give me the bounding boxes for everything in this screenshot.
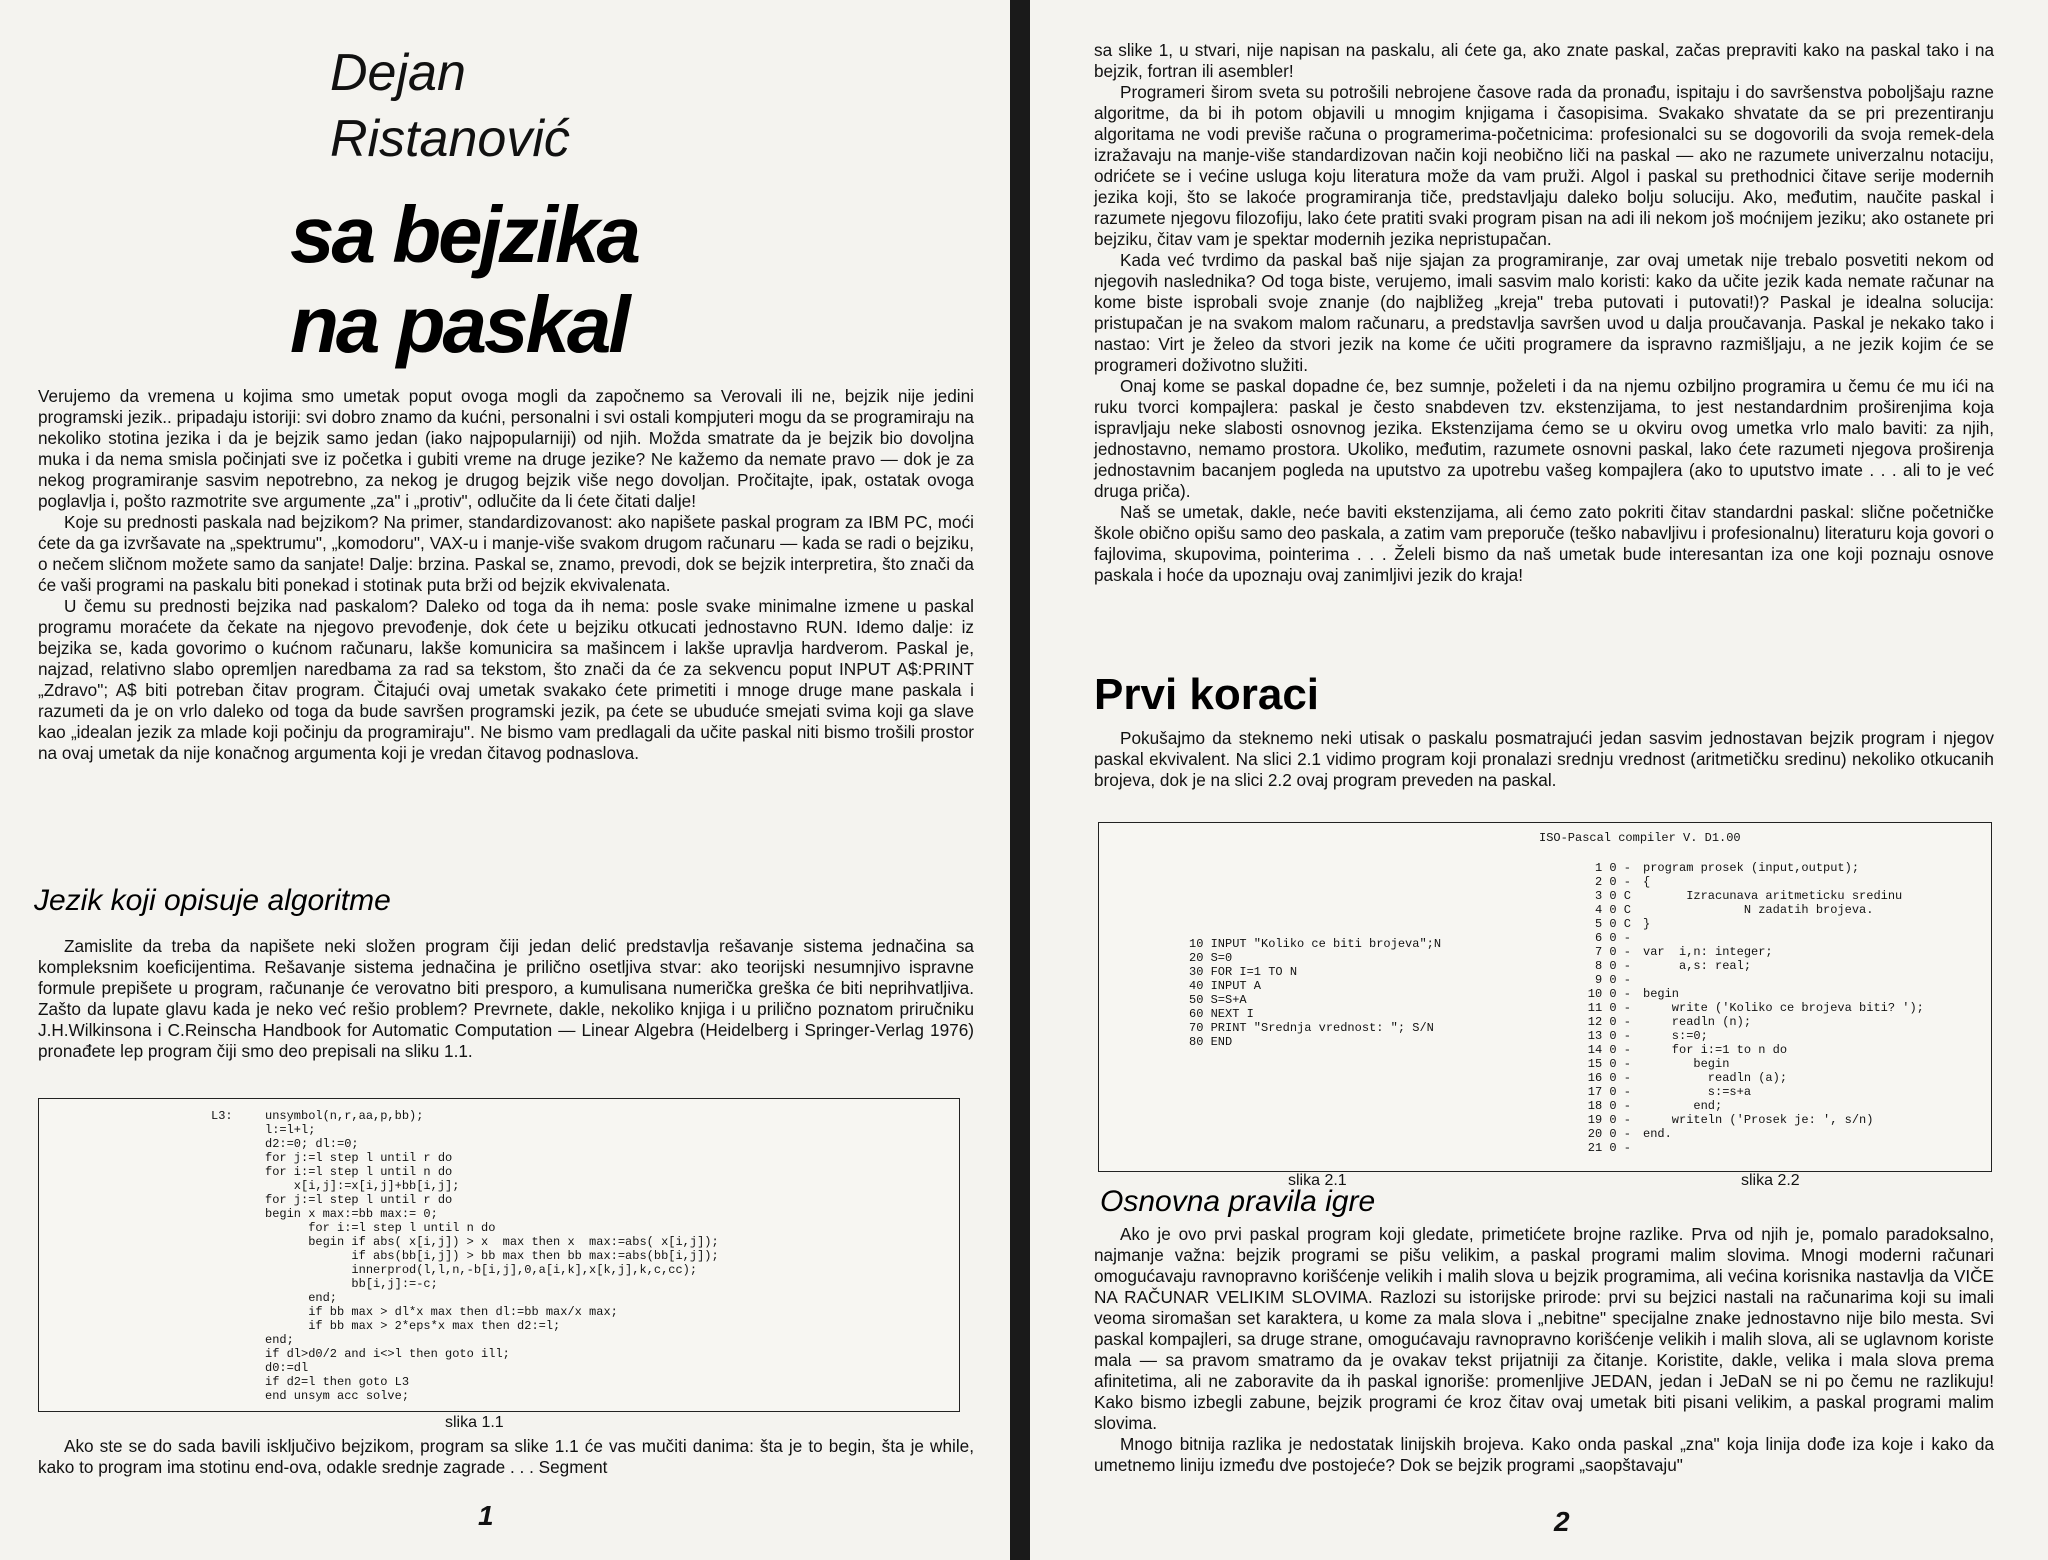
figure-1-1-caption: slika 1.1 <box>445 1414 504 1431</box>
intro-paragraph-3: U čemu su prednosti bejzika nad paskalom? Daleko od toga da ih nema: posle svake minimalne izmene u paskal programu moraćete da čekate na njegovo prevođenje, dok ćete u bejziku otkucati jednostavno RUN. Idemo dalje: iz bejzika se, kada govorimo o kućnom računaru, lakše komunicira sa mašincem i lakše upravlja hardverom. Paskal je, najzad, relativno slabo opremljen naredbama za rad sa tekstom, što znači da će za sekvencu poput INPUT A$:PRINT „Zdravo"; A$ biti potreban čitav program. Čitajući ovaj umetak svakako ćete primetiti i mnoge druge mane paskala i razumeti da je on vrlo daleko od toga da bude savršen programski jezik, pa ćete se ubuduće smejati svima koji ga slave kao „idealan jezik za mlade koji počinju da programiraju". Ne bismo vam predlagali da učite paskal niti bismo trošili prostor na ovaj umetak da nije konačnog argumenta koji je vredan čitavog podnaslova. <box>38 596 974 763</box>
page-number-1: 1 <box>478 1500 494 1531</box>
algorithms-paragraph: Zamislite da treba da napišete neki složen program čiji jedan delić predstavlja rešavanje sistema jednačina sa kompleksnim koeficijentima. Rešavanje sistema jednačina je prilično osetljiva stvar: ako teorijski nesumnjivo ispravne formule prepišete u program, računanje će verovatno biti presporo, a kumulisana numerička greška će biti neprihvatljiva. Zašto da lupate glavu kada je neko već rešio problem? Prevrnete, dakle, nekoliko knjiga i u prilično poznatom priručniku J.H.Wilkinsona i C.Reinscha Handbook for Automatic Computation — Linear Algebra (Heidelberg i Springer-Verlag 1976) pronađete lep program čiji smo deo prepisali na sliku 1.1. <box>38 936 974 1061</box>
paragraph-successors: Kada već tvrdimo da paskal baš nije sjajan za programiranje, zar ovaj umetak nije trebalo posvetiti nekom od njegovih naslednika? Od toga biste, verujemo, imali sasvim malo koristi: kako da učite jezik kada nemate računar na kome biste isprobali svoje znanje (do najbližeg „kreja" treba putovati i putovati!)? Paskal je idealna solucija: pristupačan je na svakom malom računaru, a predstavlja savršen uvod u dalja proučavanja. Paskal je nekako tako i nastao: Virt je želeo da stvori jezik na kome će učiti programere da ispravno razmišljaju, a ne jezik kojim će se programeri doživotno služiti. <box>1094 250 1994 375</box>
author-first-name: Dejan <box>330 44 466 102</box>
first-steps-text <box>1094 728 1994 791</box>
continuation-paragraph: sa slike 1, u stvari, nije napisan na paskalu, ali ćete ga, ako znate paskal, začas prepraviti kako na paskal tako i na bejzik, fortran ili asembler! <box>1094 40 1994 81</box>
paragraph-coverage: Naš se umetak, dakle, neće baviti ekstenzijama, ali ćemo zato pokriti čitav standardni paskal: slične početničke škole obično opišu samo deo paskala, a zatim vam preporuče (teško nabavljivu i profesionalnu) literaturu koja govori o fajlovima, skupovima, pointerima . . . Želeli bismo da naš umetak bude interesantan iza one koji poznaju osnove paskala i hoće da upoznaju ovaj zanimljivi jezik do kraja! <box>1094 502 1994 585</box>
right-top-text <box>1094 40 1994 586</box>
paragraph-programmers: Programeri širom sveta su potrošili nebrojene časove rada da pronađu, ispitaju i do savršenstva poboljšaju razne algoritme, da bi ih potom objavili u mnogim knjigama i časopisima. Svakako shvatate da se pri prezentiranju algoritama ne vodi previše računa o programerima-početnicima: profesionalci su se dogovorili da svoja remek-dela izražavaju na manje-više standardizovan način koji neobično liči na paskal — ako ne razumete univerzalnu notaciju, odrićete se i većine usluga koju literatura može da vam pruži. Algol i paskal su prethodnici čitave serije modernih jezika koji, što se lakoće programiranja tiče, predstavljaju daleko bolju soluciju. Ako, međutim, naučite paskal i razumete njegovu filozofiju, lako ćete pratiti svaki program pisan na adi ili nekom još moćnijem jeziku; ako ostanete pri bejziku, čitav vam je spektar modernih jezika nepristupačan. <box>1094 82 1994 249</box>
pascal-program-listing: program prosek (input,output); { Izracunava aritmeticku sredinu N zadatih brojeva. } var i,n: integer; a,s: real; begin write ('Koliko ce brojeva biti? '); readln (n); s:=0; for i:=1 to n do begin readln (a); s:=s+a end; writeln ('Prosek je: ', s/n) end. <box>1643 861 1924 1141</box>
section-heading-algorithms: Jezik koji opisuje algoritme <box>34 884 391 917</box>
algorithms-text <box>38 936 974 1062</box>
title-line-1: sa bejzika <box>290 190 639 279</box>
right-page <box>1030 0 2048 1560</box>
algol-code-listing: unsymbol(n,r,aa,p,bb); l:=l+l; d2:=0; dl:=0; for j:=l step l until r do for i:=l step l until n do x[i,j]:=x[i,j]+bb[i,j]; for j:=l step l until r do begin x max:=bb max:= 0; for i:=l step l until n do begin if abs( x[i,j]) > x max then x max:=abs( x[i,j]); if abs(bb[i,j]) > bb max then bb max:=abs(bb[i,j]); innerprod(l,l,n,-b[i,j],0,a[i,k],x[k,j],k,c,cc); bb[i,j]:=-c; end; if bb max > dl*x max then dl:=bb max/x max; if bb max > 2*eps*x max then d2:=l; end; if dl>d0/2 and i<>l then goto ill; d0:=dl if d2=l then goto L3 end unsym acc solve; <box>265 1109 719 1403</box>
author-last-name: Ristanović <box>330 110 570 168</box>
paragraph-extensions: Onaj kome se paskal dopadne će, bez sumnje, poželeti i da na njemu ozbiljno programira u čemu će mu ići na ruku tvorci kompajlera: paskal je često snabdeven tzv. ekstenzijama, to jest nestandardnim proširenjima koja ispravljaju neke slabosti osnovnog jezika. Ekstenzijama ćemo se u okviru ovog umetka vrlo malo baviti: za njih, jednostavno, nemamo prostora. Ukoliko, međutim, razumete osnovni paskal, lako ćete razumeti njegova proširenja jednostavnim bacanjem pogleda na uputstvo za upotrebu vašeg kompajlera (ako to uputstvo imate . . . ali to je već druga priča). <box>1094 376 1994 501</box>
left-page <box>0 0 1010 1560</box>
page-number-2: 2 <box>1554 1506 1570 1537</box>
pascal-line-numbers: 1 0 - 2 0 - 3 0 C 4 0 C 5 0 C 6 0 - 7 0 - 8 0 - 9 0 - 10 0 - 11 0 - 12 0 - 13 0 - 14 0 - 15 0 - 16 0 - 17 0 - 18 0 - 19 0 - 20 0 - 21 0 - <box>1587 861 1631 1155</box>
author-name <box>330 40 570 172</box>
intro-paragraph-2: Koje su prednosti paskala nad bejzikom? Na primer, standardizovanost: ako napišete paskal program za IBM PC, moći ćete da ga izvršavate na „spektrumu", „komodoru", VAX-u i manje-više svakom drugom računaru — kada se radi o bejziku, o nečem sličnom možete samo da sanjate! Dalje: brzina. Paskal se, znamo, prevodi, dok se bejzik interpretira, što znači da će vaši programi na paskalu biti ponekad i stotinak puta brži od bejzik ekvivalenata. <box>38 512 974 595</box>
basic-rules-text <box>1094 1224 1994 1476</box>
figure-2-2-caption: slika 2.2 <box>1741 1172 1800 1189</box>
rules-paragraph-2: Mnogo bitnija razlika je nedostatak linijskih brojeva. Kako onda paskal „zna" koja linija dođe iza koje i kako da umetnemo liniju između dve postojeće? Dok se bejzik programi „saopštavaju" <box>1094 1434 1994 1475</box>
section-heading-first-steps: Prvi koraci <box>1094 670 1320 719</box>
intro-text <box>38 386 974 764</box>
article-title <box>290 190 638 370</box>
title-line-2: na paskal <box>290 280 628 369</box>
basic-program-listing: 10 INPUT "Koliko ce biti brojeva";N 20 S=0 30 FOR I=1 TO N 40 INPUT A 50 S=S+A 60 NEXT I 70 PRINT "Srednja vrednost: "; S/N 80 END <box>1189 937 1442 1049</box>
rules-paragraph-1: Ako je ovo prvi paskal program koji gledate, primetićete brojne razlike. Prva od njih je, pomalo paradoksalno, najmanje važna: bejzik programi se pišu velikim, a paskal programi malim slovima. Mnogi moderni računari omogućavaju ravnopravno korišćenje velikih i malih slova u bejzik programima, ali većina korisnika nastavlja da VIČE NA RAČUNAR VELIKIM SLOVIMA. Razlozi su istorijske prirode: prvi su bejzici nastali na računarima koji su imali veoma siromašan set karaktera, u kome za mala slova i „nebitne" specijalne znake jednostavno nije bilo mesta. Svi paskal kompajleri, sa druge strane, omogućavaju ravnopravno korišćenje velikih i malih slova, ali se uglavnom koriste mala — sa pravom smatramo da je ovakav tekst prijatniji za čitanje. Koristite, dakle, velika i mala slova prema afinitetima, ali ne zaboravite da ih paskal ignoriše: promenljive JEDAN, jedan i JeDaN se ni po čemu ne razlikuju! Kako bismo izbegli zabune, bejzik programi će kroz čitav ovaj umetak biti pisani velikim, a paskal programi malim slovima. <box>1094 1224 1994 1433</box>
intro-paragraph-1: Verujemo da vremena u kojima smo umetak poput ovoga mogli da započnemo sa Verovali ili ne, bejzik nije jedini programski jezik.. pripadaju istoriji: svi dobro znamo da kućni, personalni i svi ostali kompjuteri mogu da se programiraju na nekoliko stotina jezika i da je bejzik samo jedan (iako najpopularniji) od njih. Možda smatrate da je bejzik bio dovoljna muka i da nema smisla počinjati sve iz početka i gubiti vreme na druge jezike? Ne kažemo da nemate pravo — dok je za nekog programiranje sasvim nepotrebno, za nekog je drugog bejzik više nego dovoljan. Pročitajte, ipak, ostatak ovoga poglavlja i, pošto razmotrite sve argumente „za" i „protiv", odlučite da li ćete čitati dalje! <box>38 386 974 511</box>
closing-text <box>38 1436 974 1478</box>
figure-2-1-caption: slika 2.1 <box>1288 1172 1347 1189</box>
compiler-header: ISO-Pascal compiler V. D1.00 <box>1539 831 1741 845</box>
figure-2-code-box <box>1098 822 1992 1172</box>
closing-paragraph: Ako ste se do sada bavili isključivo bejzikom, program sa slike 1.1 će vas mučiti danima: šta je to begin, šta je while, kako to program ima stotinu end-ova, odakle srednje zagrade . . . Segment <box>38 1436 974 1477</box>
section-heading-basic-rules: Osnovna pravila igre <box>1100 1185 1376 1218</box>
code-label: L3: <box>211 1109 233 1123</box>
figure-1-1-code-box <box>38 1098 960 1412</box>
first-steps-paragraph: Pokušajmo da steknemo neki utisak o paskalu posmatrajući jedan sasvim jednostavan bejzik program i njegov paskal ekvivalent. Na slici 2.1 vidimo program koji pronalazi srednju vrednost (aritmetičku sredinu) nekoliko otkucanih brojeva, dok je na slici 2.2 ovaj program preveden na paskal. <box>1094 728 1994 790</box>
